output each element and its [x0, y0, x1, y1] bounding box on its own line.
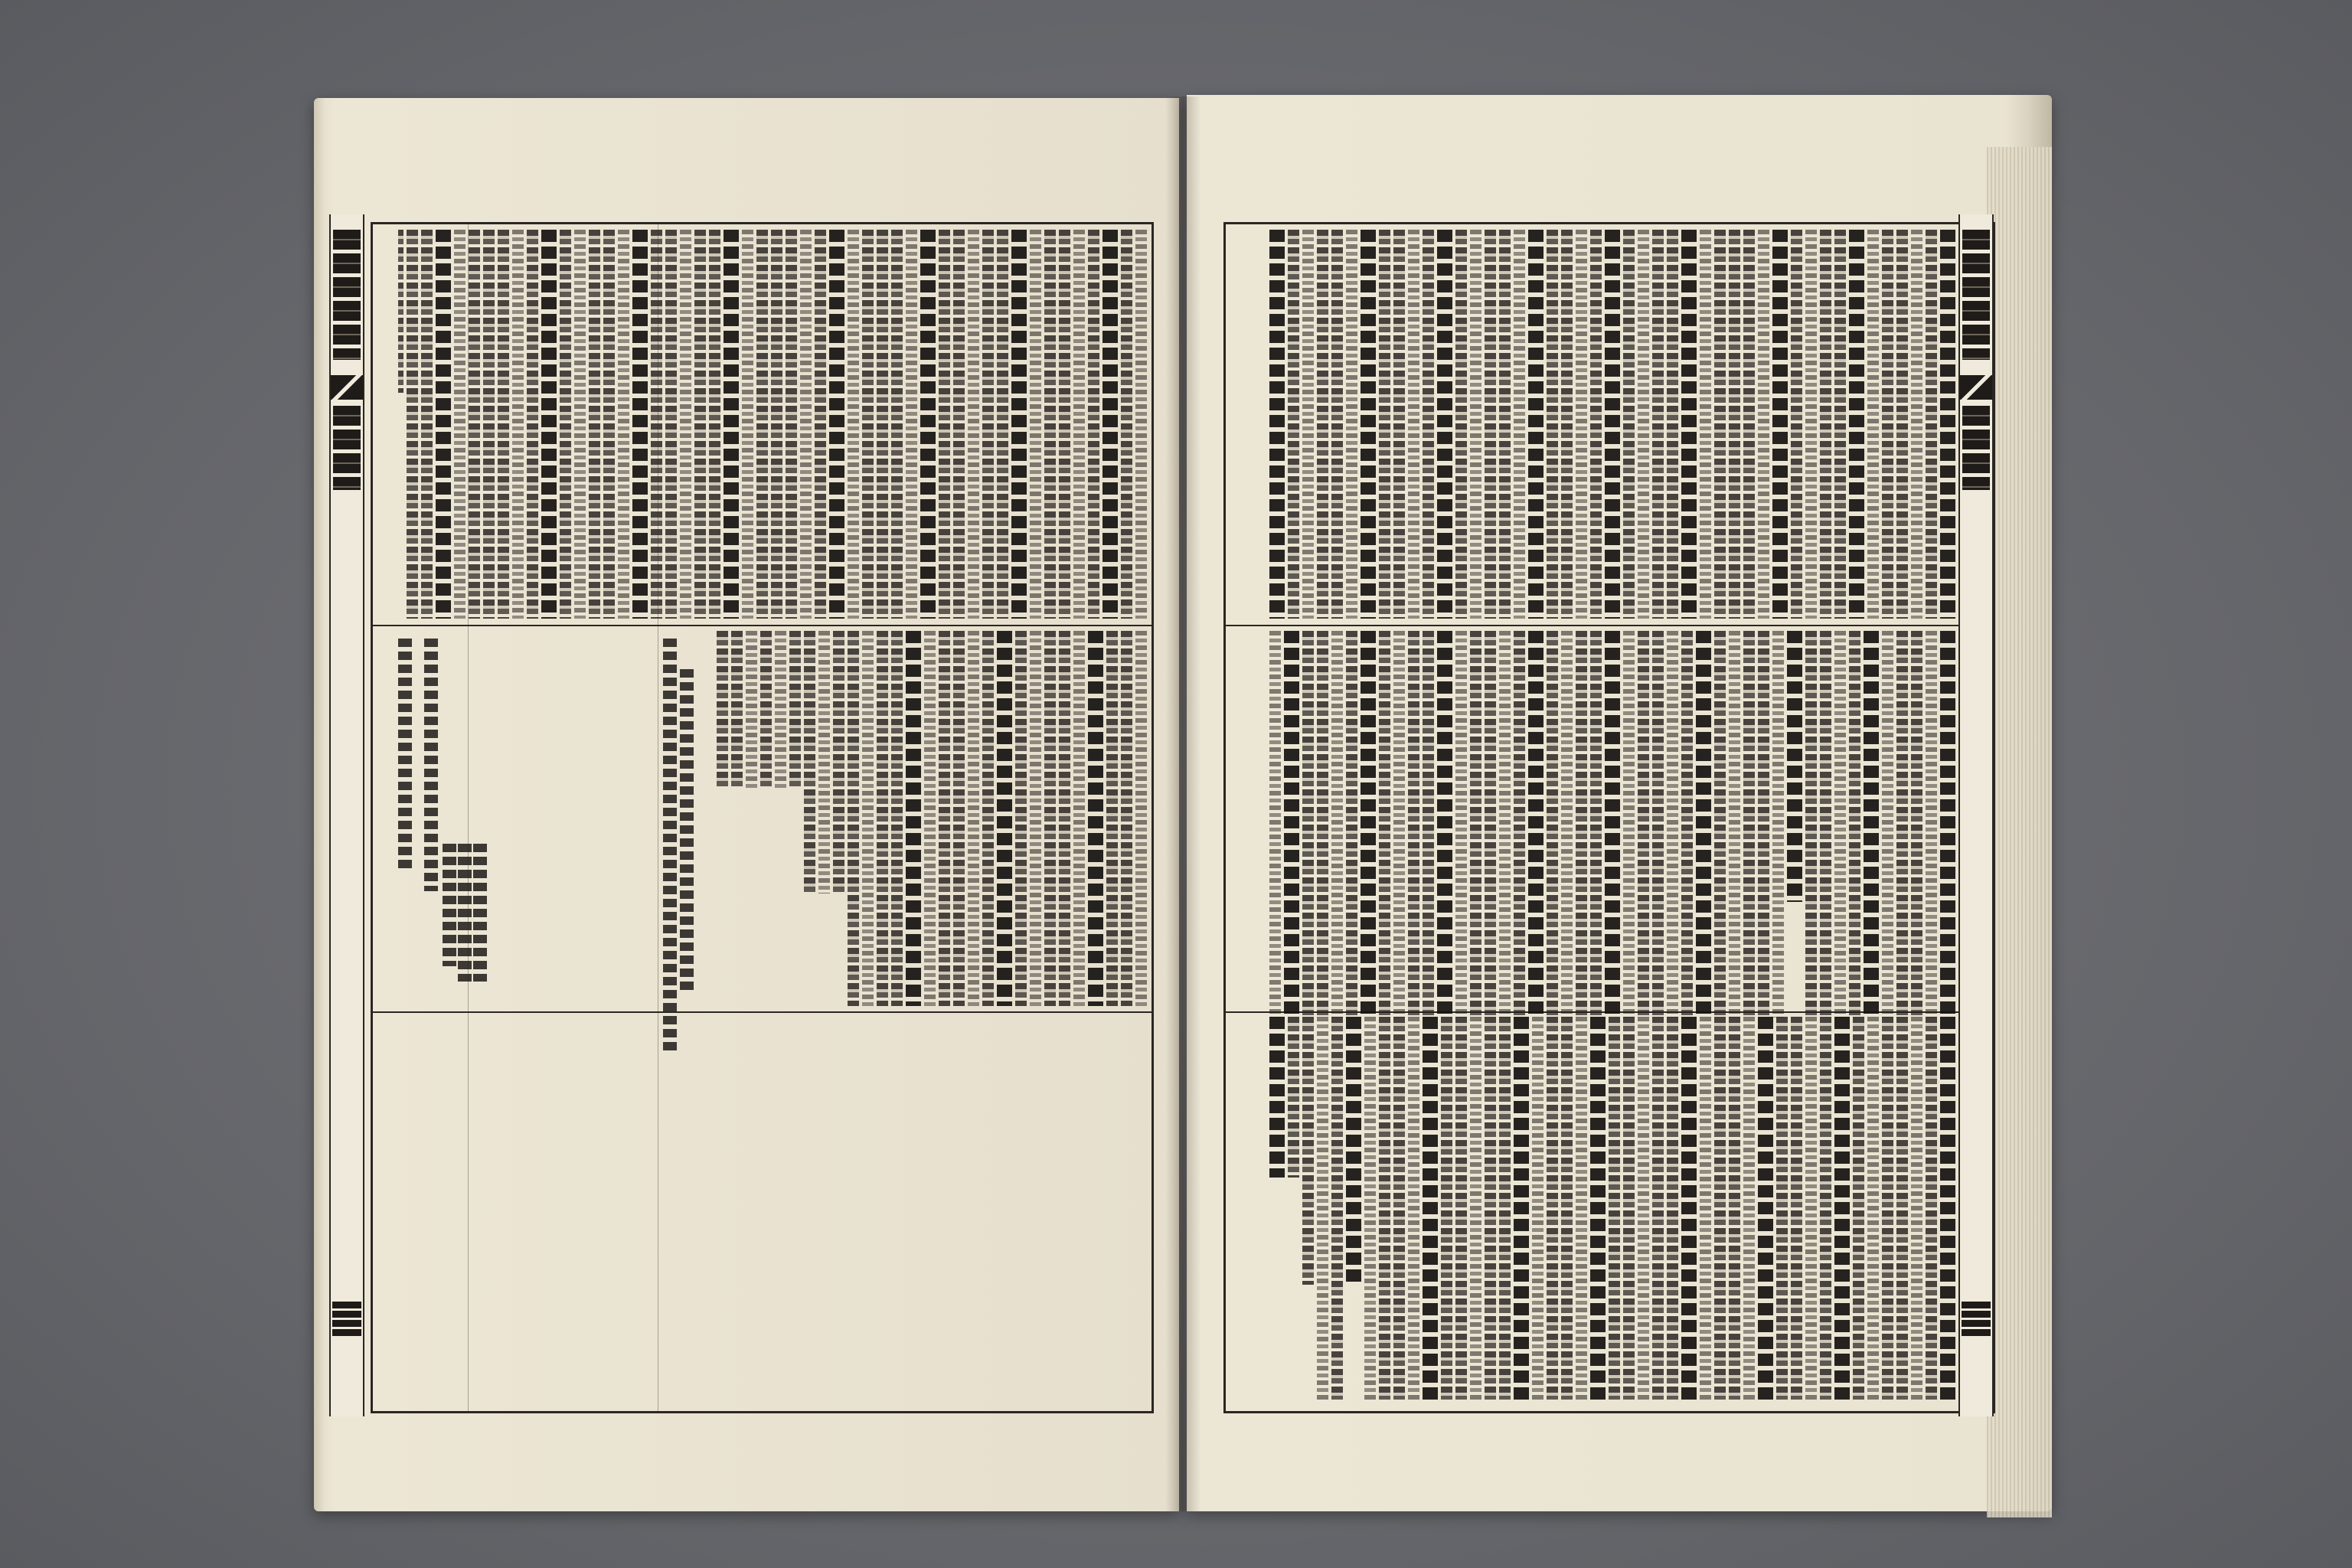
text-column: [1911, 631, 1922, 1018]
text-column: [1455, 631, 1467, 1018]
text-column: [1470, 631, 1481, 1018]
text-column: [1681, 1017, 1697, 1400]
text-column: [1102, 230, 1118, 619]
text-column: [1073, 230, 1085, 619]
text-column: [574, 230, 586, 619]
text-column: [1576, 230, 1587, 619]
text-column: [1485, 1017, 1496, 1400]
text-column: [527, 230, 538, 619]
text-column: [1499, 1017, 1511, 1400]
text-column: [618, 230, 629, 619]
text-column: [1269, 230, 1285, 619]
text-column: [589, 230, 600, 619]
volume-subtitle-line: [398, 639, 412, 868]
text-column: [760, 631, 772, 789]
text-column: [1455, 230, 1467, 619]
text-column: [1288, 230, 1299, 619]
text-column: [717, 631, 728, 789]
text-column: [1638, 1017, 1649, 1400]
text-column: [1106, 631, 1118, 1006]
text-column: [1514, 631, 1525, 1018]
text-column: [1834, 1017, 1850, 1400]
text-column: [1528, 631, 1544, 1018]
text-column: [891, 631, 903, 1006]
text-column: [877, 631, 888, 1006]
fishtail-mark: [1960, 375, 1992, 400]
text-column: [1700, 1017, 1711, 1400]
text-column: [1791, 1017, 1802, 1400]
colophon-line: [680, 669, 694, 991]
right-upper-register-text: [1233, 230, 1955, 619]
text-column: [469, 230, 480, 619]
text-column: [1030, 230, 1041, 619]
text-column: [1623, 230, 1635, 619]
text-column: [1455, 1017, 1467, 1400]
text-column: [1849, 631, 1860, 1018]
text-column: [1911, 1017, 1922, 1400]
text-column: [560, 230, 571, 619]
text-column: [1590, 1017, 1606, 1400]
text-column: [632, 230, 648, 619]
text-column: [1331, 1017, 1343, 1400]
chapter-mark: [1962, 406, 1990, 490]
text-column: [1940, 631, 1955, 1018]
text-column: [786, 230, 797, 619]
text-column: [1059, 230, 1070, 619]
text-column: [1284, 631, 1299, 1018]
text-column: [829, 230, 844, 619]
text-column: [1805, 631, 1817, 1018]
text-column: [1729, 230, 1740, 619]
text-column: [1514, 230, 1525, 619]
text-column: [1853, 1017, 1864, 1400]
text-column: [1346, 1017, 1361, 1285]
text-column: [1561, 631, 1573, 1018]
text-column: [1787, 631, 1802, 902]
text-column: [775, 631, 786, 789]
text-column: [1652, 631, 1664, 1018]
text-column: [436, 230, 451, 619]
text-column: [1743, 1017, 1755, 1400]
text-column: [1772, 631, 1784, 1018]
text-column: [1030, 631, 1041, 1006]
text-column: [1532, 1017, 1544, 1400]
text-column: [1470, 1017, 1481, 1400]
text-column: [1302, 1017, 1314, 1285]
text-column: [1331, 230, 1343, 619]
text-column: [1714, 1017, 1726, 1400]
text-column: [1302, 631, 1314, 1018]
left-upper-register-text: [398, 230, 1147, 619]
text-column: [1834, 631, 1846, 1018]
proofreader-credit: [458, 844, 472, 982]
text-column: [1470, 230, 1481, 619]
text-column: [1346, 230, 1357, 619]
text-column: [1714, 631, 1726, 1018]
proofreader-credit: [473, 844, 487, 982]
register-divider: [373, 625, 1152, 626]
text-column: [1288, 1017, 1299, 1178]
text-column: [1547, 1017, 1558, 1400]
text-column: [1926, 1017, 1937, 1400]
text-column: [1820, 1017, 1831, 1400]
text-column: [982, 230, 994, 619]
text-column: [1940, 1017, 1955, 1400]
text-column: [1408, 230, 1419, 619]
text-column: [1729, 631, 1740, 1018]
text-column: [1867, 1017, 1879, 1400]
text-column: [968, 230, 979, 619]
text-column: [1044, 230, 1056, 619]
lower-register-divider: [373, 1011, 1152, 1013]
register-divider: [1226, 625, 1993, 626]
left-center-strip: [329, 214, 364, 1416]
text-column: [694, 230, 706, 619]
text-column: [1638, 631, 1649, 1018]
text-column: [1681, 631, 1693, 1018]
book-title-mark: [1962, 230, 1990, 360]
text-column: [1882, 631, 1893, 1018]
text-column: [1423, 631, 1434, 1018]
text-column: [997, 230, 1008, 619]
text-column: [1652, 1017, 1664, 1400]
text-column: [1696, 631, 1711, 1018]
text-column: [498, 230, 509, 619]
text-column: [1911, 230, 1922, 619]
text-column: [1609, 1017, 1620, 1400]
text-column: [398, 230, 403, 393]
text-column: [1485, 631, 1496, 1018]
text-column: [848, 230, 859, 619]
text-column: [1867, 230, 1879, 619]
text-column: [800, 230, 812, 619]
text-column: [1681, 230, 1697, 619]
text-column: [1926, 631, 1937, 1018]
text-column: [1772, 230, 1788, 619]
text-column: [939, 230, 950, 619]
text-column: [603, 230, 615, 619]
text-column: [1269, 1017, 1285, 1178]
text-column: [1791, 230, 1802, 619]
text-column: [1590, 230, 1602, 619]
text-column: [906, 631, 921, 1006]
text-column: [1423, 1017, 1438, 1400]
text-column: [848, 631, 859, 1006]
text-column: [953, 230, 965, 619]
text-column: [1576, 631, 1587, 1018]
text-column: [924, 631, 936, 1006]
text-column: [1623, 1017, 1635, 1400]
text-column: [1073, 631, 1085, 1006]
text-column: [1528, 230, 1544, 619]
text-column: [1864, 631, 1879, 1018]
right-lower-register-text: [1233, 1017, 1955, 1400]
text-column: [891, 230, 903, 619]
text-column: [1700, 230, 1711, 619]
text-column: [1896, 230, 1908, 619]
text-column: [1361, 230, 1376, 619]
proofreader-credit: [443, 844, 456, 966]
text-column: [1015, 631, 1027, 1006]
text-column: [680, 230, 691, 619]
open-book: [314, 86, 2052, 1511]
text-column: [1331, 631, 1343, 1018]
text-column: [756, 230, 768, 619]
text-column: [1379, 1017, 1390, 1400]
text-column: [939, 631, 950, 1006]
text-column: [731, 631, 743, 789]
right-center-strip: [1958, 214, 1994, 1416]
text-column: [1729, 1017, 1740, 1400]
text-column: [1638, 230, 1649, 619]
leaf-number: [1962, 1302, 1991, 1337]
text-column: [1605, 230, 1620, 619]
text-column: [1393, 631, 1405, 1018]
text-column: [1667, 1017, 1678, 1400]
text-column: [1379, 631, 1390, 1018]
text-column: [1044, 631, 1056, 1006]
text-column: [1269, 631, 1281, 1018]
text-column: [1667, 631, 1678, 1018]
text-column: [833, 631, 844, 893]
text-column: [651, 230, 662, 619]
text-column: [421, 230, 433, 619]
text-column: [1346, 631, 1357, 1018]
page-edges: [1987, 147, 2052, 1517]
text-column: [906, 230, 917, 619]
text-column: [1834, 230, 1846, 619]
text-column: [1940, 230, 1955, 619]
text-column: [1605, 631, 1620, 1018]
text-column: [1758, 1017, 1773, 1400]
text-column: [1059, 631, 1070, 1006]
text-column: [1437, 230, 1452, 619]
text-column: [1743, 230, 1755, 619]
text-column: [1820, 230, 1831, 619]
text-column: [1437, 631, 1452, 1018]
book-gutter: [1165, 96, 1200, 1511]
text-column: [742, 230, 753, 619]
text-column: [1088, 230, 1099, 619]
text-column: [1652, 230, 1664, 619]
text-column: [1805, 230, 1817, 619]
chapter-mark: [333, 406, 361, 490]
text-column: [1135, 631, 1147, 1006]
text-column: [1379, 230, 1390, 619]
text-column: [815, 230, 826, 619]
text-column: [920, 230, 936, 619]
text-column: [1393, 1017, 1405, 1400]
text-column: [512, 230, 524, 619]
left-middle-register-text: [697, 631, 1147, 1006]
text-column: [1393, 230, 1405, 619]
text-column: [862, 631, 874, 1006]
text-column: [1849, 230, 1864, 619]
text-column: [1317, 631, 1328, 1018]
text-column: [746, 631, 757, 789]
text-column: [877, 230, 888, 619]
text-column: [1926, 230, 1937, 619]
leaf-number: [332, 1302, 361, 1337]
text-column: [1561, 1017, 1573, 1400]
text-column: [1576, 1017, 1587, 1400]
text-column: [953, 631, 965, 1006]
text-column: [1882, 230, 1893, 619]
text-column: [1317, 1017, 1328, 1400]
text-column: [709, 230, 720, 619]
fishtail-mark: [331, 375, 363, 400]
text-column: [1088, 631, 1103, 1006]
colophon-line: [663, 639, 677, 1052]
text-column: [1896, 1017, 1908, 1400]
text-column: [1135, 230, 1147, 619]
text-column: [1011, 230, 1027, 619]
text-column: [997, 631, 1012, 1006]
text-column: [483, 230, 495, 619]
text-column: [804, 631, 815, 893]
text-column: [1882, 1017, 1893, 1400]
text-column: [1364, 1017, 1376, 1400]
text-column: [1317, 230, 1328, 619]
text-column: [1499, 631, 1511, 1018]
book-title-mark: [333, 230, 361, 360]
text-column: [1302, 230, 1314, 619]
text-column: [1667, 230, 1678, 619]
text-column: [1805, 1017, 1817, 1400]
text-column: [1743, 631, 1755, 1018]
text-column: [665, 230, 677, 619]
text-column: [771, 230, 782, 619]
text-column: [1361, 631, 1376, 1018]
text-column: [1896, 631, 1908, 1018]
text-column: [541, 230, 557, 619]
text-column: [1547, 631, 1558, 1018]
text-column: [1714, 230, 1726, 619]
text-column: [968, 631, 979, 1006]
text-column: [1514, 1017, 1529, 1400]
text-column: [454, 230, 466, 619]
volume-end-line: [424, 639, 438, 891]
text-column: [407, 230, 418, 619]
text-column: [1408, 631, 1419, 1018]
text-column: [1590, 631, 1602, 1018]
text-column: [1758, 631, 1769, 1018]
text-column: [818, 631, 830, 893]
text-column: [724, 230, 739, 619]
text-column: [862, 230, 874, 619]
text-column: [1623, 631, 1635, 1018]
text-column: [1441, 1017, 1452, 1400]
text-column: [1758, 230, 1769, 619]
text-column: [1561, 230, 1573, 619]
text-column: [1408, 1017, 1419, 1400]
text-column: [1547, 230, 1558, 619]
text-column: [1776, 1017, 1788, 1400]
text-column: [1485, 230, 1496, 619]
text-column: [1499, 230, 1511, 619]
text-column: [1423, 230, 1434, 619]
right-middle-register-text: [1233, 631, 1955, 1018]
text-column: [982, 631, 994, 1006]
text-column: [1121, 631, 1132, 1006]
text-column: [1820, 631, 1831, 1018]
text-column: [789, 631, 801, 789]
text-column: [1121, 230, 1132, 619]
